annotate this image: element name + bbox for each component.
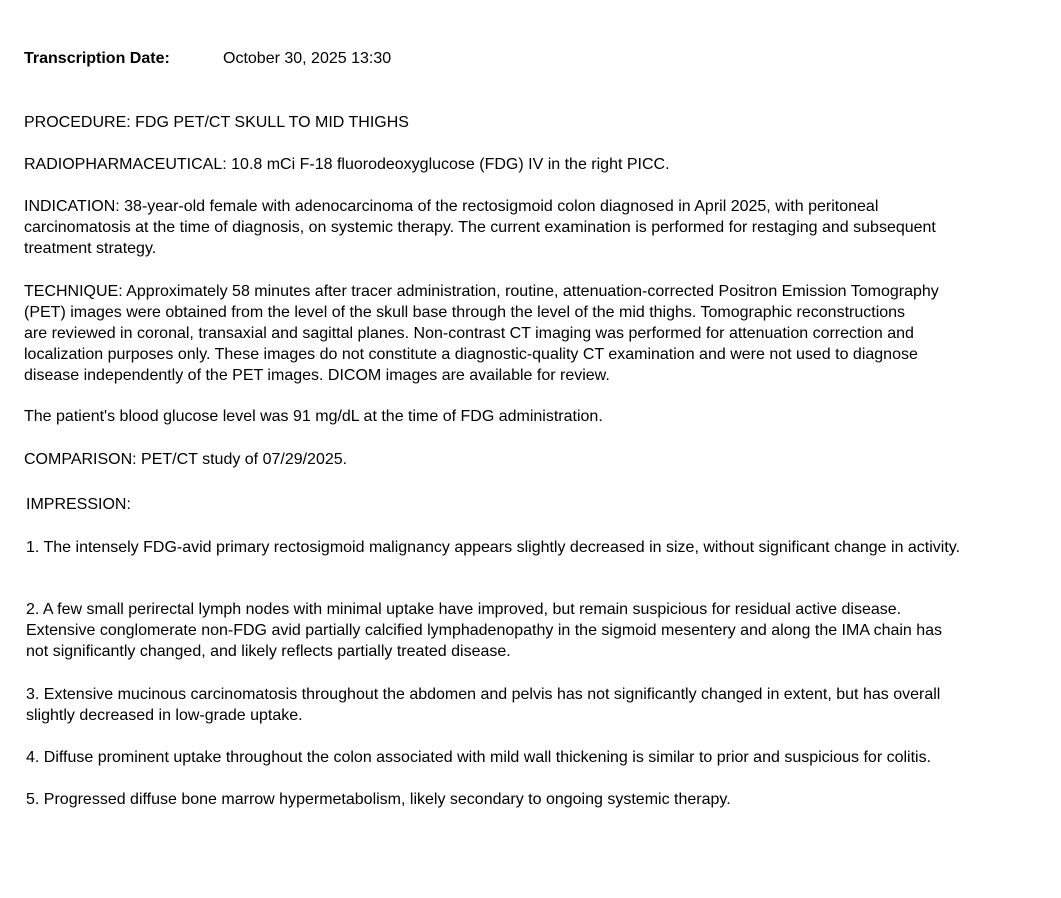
technique-line: disease independently of the PET images. DICOM images are available for review. <box>24 367 610 384</box>
technique-line: (PET) images were obtained from the level of the skull base through the level of the mid thighs. Tomographic reconstructions <box>24 304 906 321</box>
impression-line: not significantly changed, and likely reflects partially treated disease. <box>26 643 511 660</box>
technique-line: localization purposes only. These images do not constitute a diagnostic-quality CT examination and were not used to diagnose <box>24 346 918 363</box>
indication-line: treatment strategy. <box>24 240 157 257</box>
impression-line: 5. Progressed diffuse bone marrow hypermetabolism, likely secondary to ongoing systemic therapy. <box>26 791 731 808</box>
impression-heading-text: IMPRESSION: <box>26 496 131 513</box>
impression-line: 1. The intensely FDG-avid primary rectosigmoid malignancy appears slightly decreased in size, without significant change in activity. <box>26 539 961 556</box>
transcription-date-label: Transcription Date: <box>24 50 170 67</box>
radiopharmaceutical-line: RADIOPHARMACEUTICAL: 10.8 mCi F-18 fluorodeoxyglucose (FDG) IV in the right PICC. <box>24 156 670 173</box>
impression-line: 2. A few small perirectal lymph nodes with minimal uptake have improved, but remain suspicious for residual active disease. <box>26 601 902 618</box>
technique-line: are reviewed in coronal, transaxial and sagittal planes. Non-contrast CT imaging was performed for attenuation correction and <box>24 325 914 342</box>
indication-section <box>24 196 936 259</box>
procedure-line: PROCEDURE: FDG PET/CT SKULL TO MID THIGHS <box>24 114 409 131</box>
transcription-date-value: October 30, 2025 13:30 <box>223 50 392 67</box>
impression-line: 4. Diffuse prominent uptake throughout the colon associated with mild wall thickening is similar to prior and suspicious for colitis. <box>26 749 932 766</box>
impression-item-5 <box>26 789 731 810</box>
impression-item-2 <box>26 599 942 662</box>
impression-item-4 <box>26 747 931 768</box>
impression-line: Extensive conglomerate non-FDG avid partially calcified lymphadenopathy in the sigmoid mesentery and along the IMA chain has <box>26 622 943 639</box>
radiopharmaceutical-section <box>24 154 670 175</box>
impression-heading <box>26 494 131 515</box>
impression-line: slightly decreased in low-grade uptake. <box>26 707 303 724</box>
impression-line: 3. Extensive mucinous carcinomatosis throughout the abdomen and pelvis has not significantly changed in extent, but has overall <box>26 686 941 703</box>
comparison-line: COMPARISON: PET/CT study of 07/29/2025. <box>24 451 348 468</box>
impression-item-3 <box>26 684 940 726</box>
comparison-section <box>24 449 347 470</box>
technique-section <box>24 281 939 386</box>
procedure-section <box>24 112 409 133</box>
glucose-line: The patient's blood glucose level was 91 mg/dL at the time of FDG administration. <box>24 408 603 425</box>
indication-line: carcinomatosis at the time of diagnosis, on systemic therapy. The current examination is performed for restaging and subsequent <box>24 219 936 236</box>
impression-item-1 <box>26 537 960 558</box>
glucose-section <box>24 406 603 427</box>
indication-line: INDICATION: 38-year-old female with adenocarcinoma of the rectosigmoid colon diagnosed in April 2025, with peritoneal <box>24 198 879 215</box>
technique-line: TECHNIQUE: Approximately 58 minutes after tracer administration, routine, attenuation-corrected Positron Emission Tomography <box>24 283 939 300</box>
